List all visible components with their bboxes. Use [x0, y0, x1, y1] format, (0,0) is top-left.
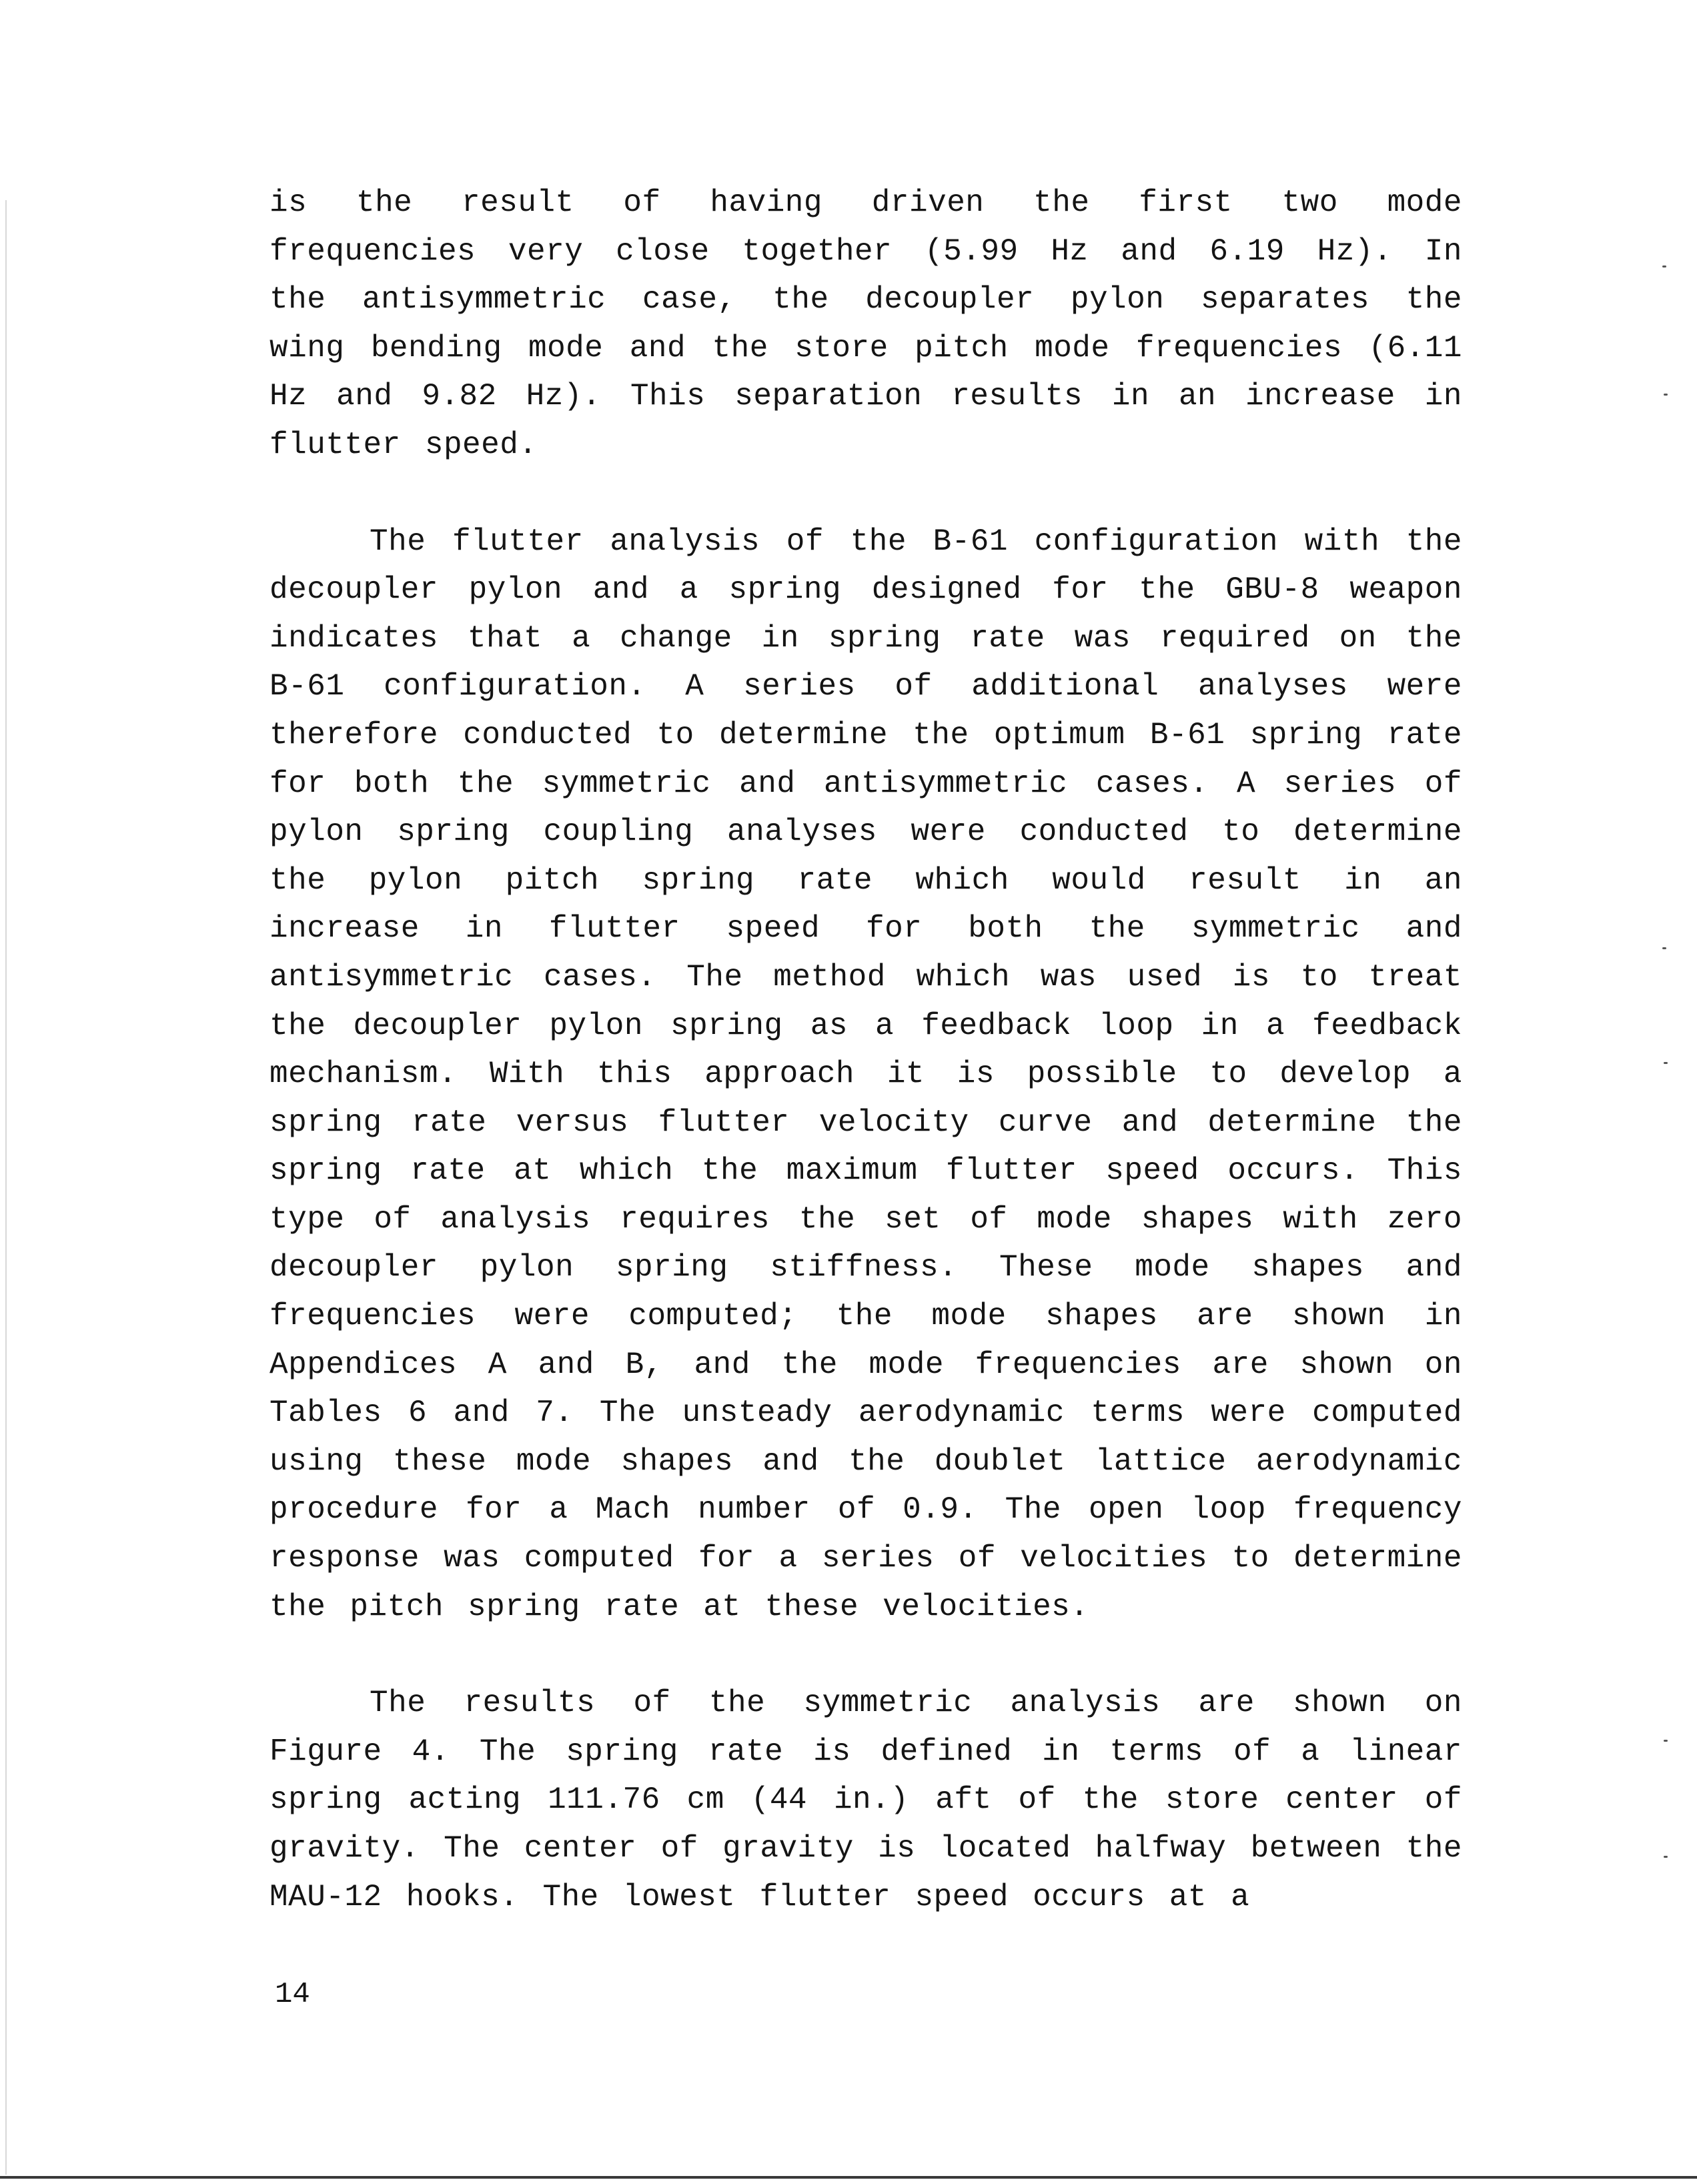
- scan-speck: [1662, 265, 1666, 267]
- page-number: 14: [275, 1978, 310, 2011]
- scan-speck: [1664, 1740, 1668, 1742]
- scan-speck: [1662, 947, 1666, 949]
- paragraph-flutter-analysis: The flutter analysis of the B-61 configuration with the decoupler pylon and a spring designed for the GBU-8 weapon indicates that a change in spring rate was required on the B-61 configuration. A series of additional analyses were therefore conducted to determine the optimum B-61 spring rate for both the symmetric and antisymmetric cases. A series of pylon spring coupling analyses were conducted to determine the pylon pitch spring rate which would result in an increase in flutter speed for both the symmetric and antisymmetric cases. The method which was used is to treat the decoupler pylon spring as a feedback loop in a feedback mechanism. With this approach it is possible to develop a spring rate versus flutter velocity curve and determine the spring rate at which the maximum flutter speed occurs. This type of analysis requires the set of mode shapes with zero decoupler pylon spring stiffness. These mode shapes and frequencies were computed; the mode shapes are shown in Appendices A and B, and the mode frequencies are shown on Tables 6 and 7. The unsteady aerodynamic terms were computed using these mode shapes and the doublet lattice aerodynamic procedure for a Mach number of 0.9. The open loop frequency response was computed for a series of velocities to determine the pitch spring rate at these velocities.: [269, 524, 1462, 1624]
- scan-speck: [1664, 1856, 1668, 1858]
- paragraph-symmetric-results: The results of the symmetric analysis are shown on Figure 4. The spring rate is defined in terms of a linear spring acting 111.76 cm (44 in.) aft of the store center of gravity. The center of gravity is located halfway between the MAU-12 hooks. The lowest flutter speed occurs at a: [269, 1686, 1462, 1915]
- scan-speck: [1664, 1062, 1668, 1064]
- paragraph-continuation: is the result of having driven the first two mode frequencies very close together (5.99 Hz and 6.19 Hz). In the antisymmetric case, the decoupler pylon separates the wing bending mode and the store pitch mode frequencies (6.11 Hz and 9.82 Hz). This separation results in an increase in flutter speed.: [269, 185, 1462, 462]
- body-text: [269, 179, 1462, 1969]
- scan-edge-left: [5, 200, 7, 2175]
- scan-speck: [1664, 394, 1668, 396]
- scan-edge-bottom: [0, 2176, 1697, 2179]
